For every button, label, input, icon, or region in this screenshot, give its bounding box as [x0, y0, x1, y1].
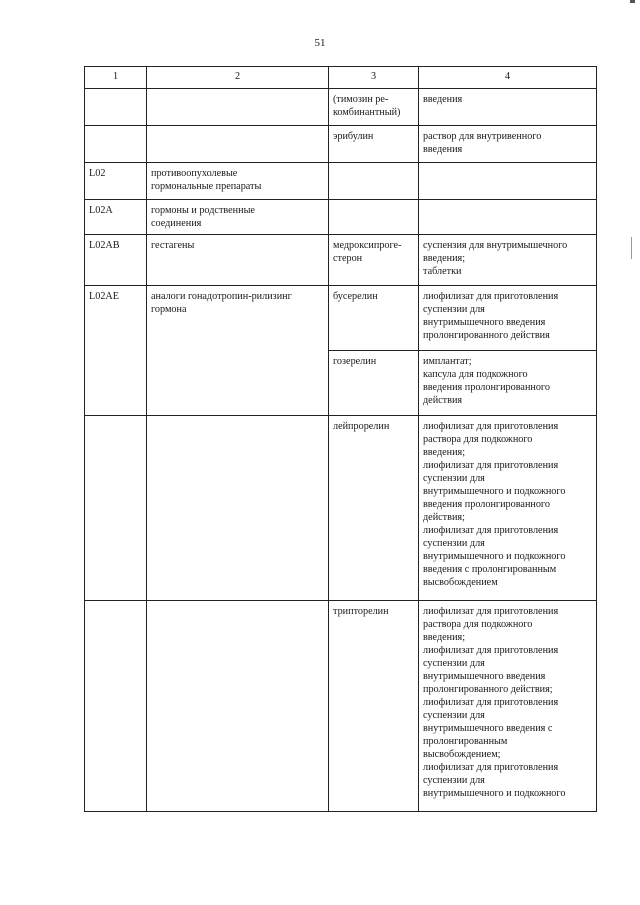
- group-name-cell: [147, 601, 329, 812]
- dosage-form-cell: раствор для внутривенного введения: [419, 126, 597, 163]
- drug-name-cell: [329, 200, 419, 235]
- drug-name-cell: бусерелин: [329, 286, 419, 351]
- group-name-cell: гормоны и родственные соединения: [147, 200, 329, 235]
- column-header-1: 1: [85, 67, 147, 89]
- scan-mark: [631, 237, 632, 259]
- atc-code-cell: L02: [85, 163, 147, 200]
- group-name-cell: [147, 89, 329, 126]
- drug-name-cell: трипторелин: [329, 601, 419, 812]
- group-name-cell: [147, 416, 329, 601]
- table-row: [85, 601, 597, 812]
- table-row: [85, 286, 597, 351]
- table-row: [85, 163, 597, 200]
- dosage-form-cell: лиофилизат для приготовления раствора для подкожного введения; лиофилизат для приготовления суспензии для внутримышечного введения пролонгированного действия; лиофилизат для приготовления суспензии для внутримышечного введения с пролонгированным высвобождением; лиофилизат для приготовления суспензии для внутримышечного и подкожного: [419, 601, 597, 812]
- atc-code-cell: [85, 416, 147, 601]
- dosage-form-cell: имплантат; капсула для подкожного введения пролонгированного действия: [419, 351, 597, 416]
- column-header-2: 2: [147, 67, 329, 89]
- atc-code-cell: L02AE: [85, 286, 147, 416]
- table-row: [85, 89, 597, 126]
- dosage-form-cell: [419, 163, 597, 200]
- atc-code-cell: [85, 601, 147, 812]
- drug-name-cell: [329, 163, 419, 200]
- group-name-cell: аналоги гонадотропин-рилизинг гормона: [147, 286, 329, 416]
- table-row: [85, 200, 597, 235]
- column-header-3: 3: [329, 67, 419, 89]
- table-row: [85, 126, 597, 163]
- dosage-form-cell: суспензия для внутримышечного введения; таблетки: [419, 235, 597, 286]
- dosage-form-cell: лиофилизат для приготовления раствора для подкожного введения; лиофилизат для приготовления суспензии для внутримышечного и подкожного введения пролонгированного действия; лиофилизат для приготовления суспензии для внутримышечного и подкожного введения с пролонгированным высвобождением: [419, 416, 597, 601]
- dosage-form-cell: лиофилизат для приготовления суспензии для внутримышечного введения пролонгированного действия: [419, 286, 597, 351]
- table-header: [85, 67, 597, 89]
- group-name-cell: гестагены: [147, 235, 329, 286]
- drug-name-cell: эрибулин: [329, 126, 419, 163]
- drug-name-cell: (тимозин ре- комбинантный): [329, 89, 419, 126]
- page-number: 51: [314, 37, 326, 49]
- atc-code-cell: [85, 126, 147, 163]
- atc-code-cell: [85, 89, 147, 126]
- dosage-form-cell: [419, 200, 597, 235]
- table-row: [85, 235, 597, 286]
- group-name-cell: противоопухолевые гормональные препараты: [147, 163, 329, 200]
- column-header-4: 4: [419, 67, 597, 89]
- atc-code-cell: L02AB: [85, 235, 147, 286]
- drug-table: [84, 66, 597, 812]
- drug-name-cell: лейпрорелин: [329, 416, 419, 601]
- dosage-form-cell: введения: [419, 89, 597, 126]
- drug-name-cell: медроксипроге- стерон: [329, 235, 419, 286]
- table-row: [85, 416, 597, 601]
- scan-mark: [630, 0, 635, 3]
- group-name-cell: [147, 126, 329, 163]
- drug-name-cell: гозерелин: [329, 351, 419, 416]
- atc-code-cell: L02A: [85, 200, 147, 235]
